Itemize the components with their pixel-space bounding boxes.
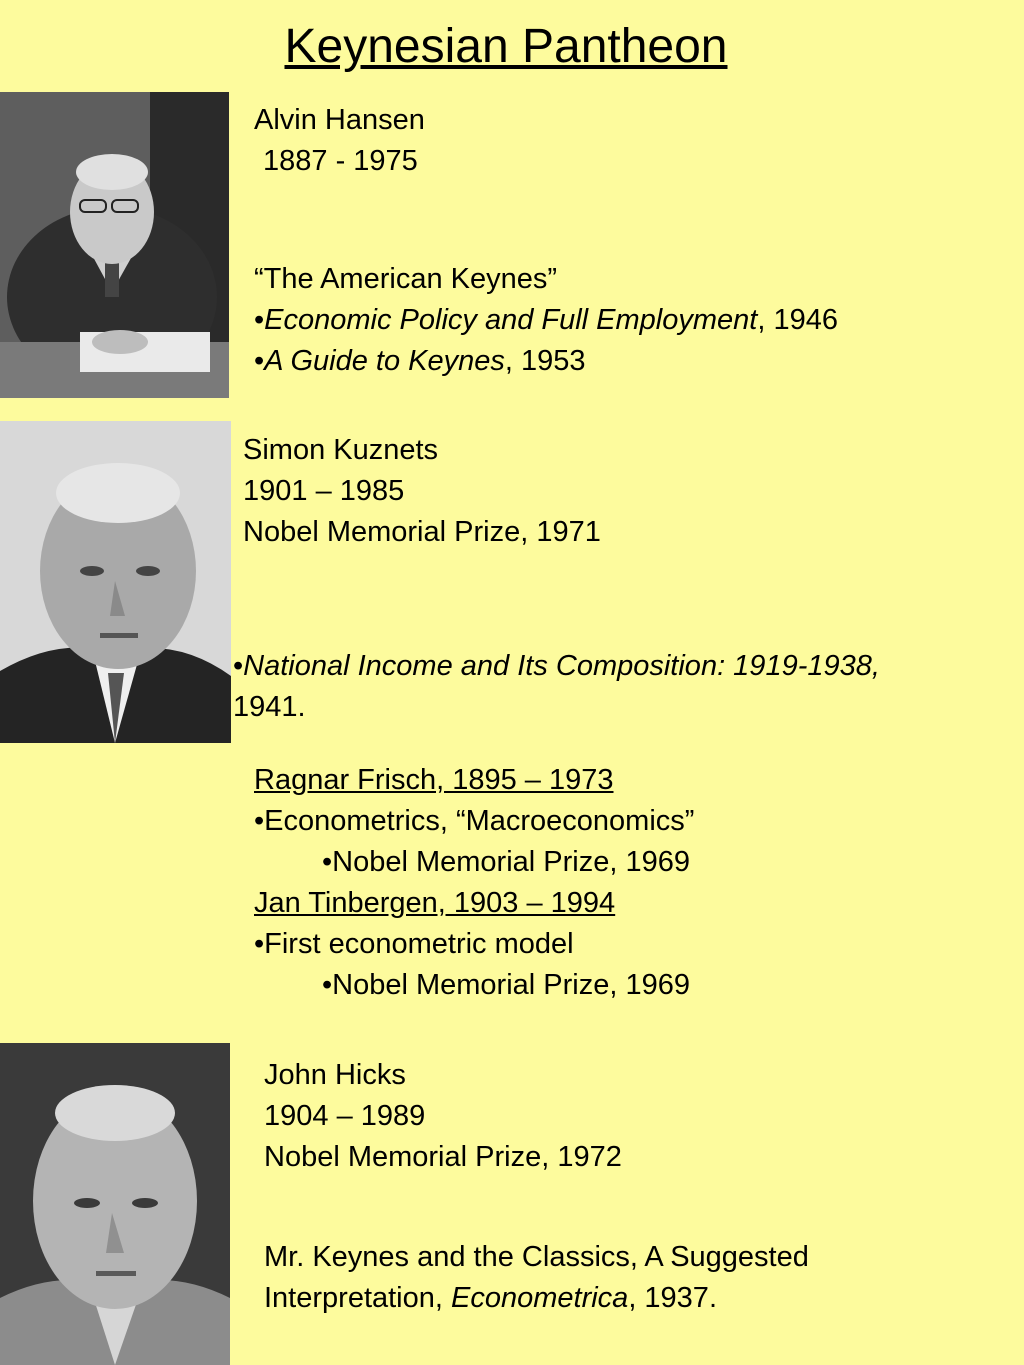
bullet: •	[254, 304, 265, 336]
tinbergen-prize: •Nobel Memorial Prize, 1969	[322, 969, 690, 1001]
kuznets-work-year: 1941.	[233, 691, 306, 723]
frisch-contribution: •Econometrics, “Macroeconomics”	[254, 805, 695, 837]
page-title: Keynesian Pantheon	[284, 20, 728, 73]
hicks-photo	[0, 1043, 230, 1365]
hansen-work-1	[254, 300, 838, 341]
hansen-years: 1887 - 1975	[263, 145, 418, 177]
hansen-name: Alvin Hansen	[254, 104, 425, 136]
hansen-work-2-year: , 1953	[504, 345, 586, 377]
hansen-work-1-year: , 1946	[757, 304, 838, 336]
hansen-photo	[0, 92, 229, 398]
hicks-years: 1904 – 1989	[264, 1100, 426, 1132]
hicks-work-line-1: Mr. Keynes and the Classics, A Suggested	[264, 1241, 809, 1273]
tinbergen-contribution: •First econometric model	[254, 928, 574, 960]
bullet: •	[233, 650, 244, 682]
bullet: •	[254, 345, 265, 377]
hansen-work-2	[254, 341, 586, 382]
hansen-work-2-title: A Guide to Keynes	[264, 345, 505, 377]
tinbergen-heading: Jan Tinbergen, 1903 – 1994	[254, 887, 616, 919]
hicks-name: John Hicks	[264, 1059, 406, 1091]
hicks-work-year: , 1937.	[628, 1282, 717, 1314]
kuznets-years: 1901 – 1985	[243, 475, 405, 507]
hicks-work-line-2	[264, 1278, 717, 1319]
kuznets-name: Simon Kuznets	[243, 434, 439, 466]
hicks-work-prefix: Interpretation,	[264, 1282, 451, 1314]
frisch-heading: Ragnar Frisch, 1895 – 1973	[254, 764, 614, 796]
kuznets-work	[233, 646, 880, 687]
kuznets-photo	[0, 421, 231, 743]
hansen-work-1-title: Economic Policy and Full Employment	[264, 304, 758, 336]
kuznets-prize: Nobel Memorial Prize, 1971	[243, 516, 601, 548]
frisch-prize: •Nobel Memorial Prize, 1969	[322, 846, 690, 878]
hicks-prize: Nobel Memorial Prize, 1972	[264, 1141, 622, 1173]
kuznets-work-title: National Income and Its Composition: 1919-1938,	[243, 650, 880, 682]
hicks-work-journal: Econometrica	[451, 1282, 629, 1314]
hansen-nickname: “The American Keynes”	[254, 263, 558, 295]
